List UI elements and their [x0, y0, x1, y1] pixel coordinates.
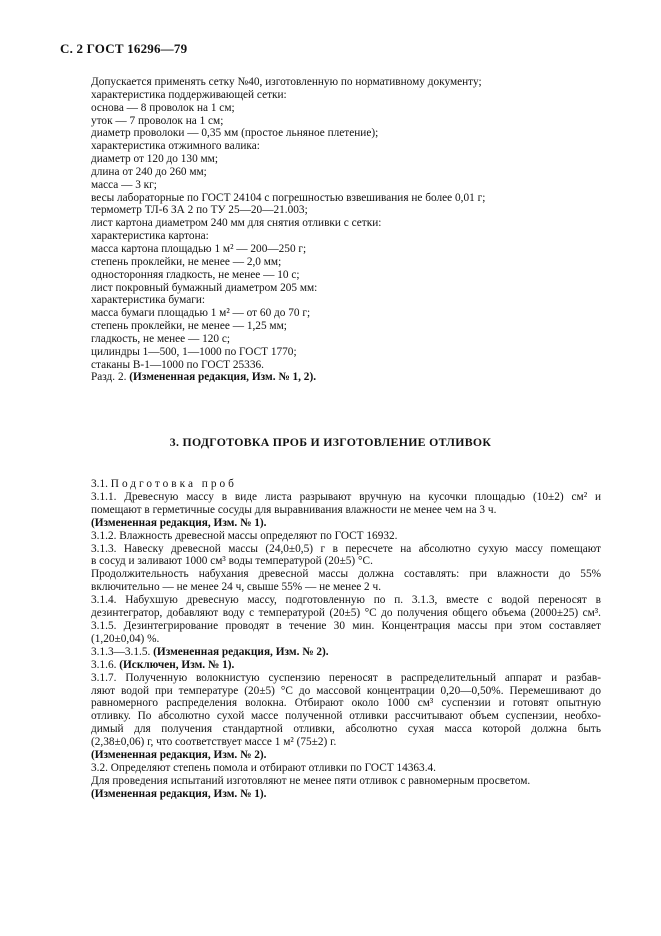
equipment-line: цилиндры 1—500, 1—1000 по ГОСТ 1770;: [91, 345, 297, 358]
clause-3-1-6-note: (Исключен, Изм. № 1).: [119, 658, 235, 671]
equipment-line: лист покровный бумажный диаметром 205 мм:: [91, 281, 318, 294]
clauses-3-1-3-to-3-1-5-amendment: [91, 646, 601, 659]
equipment-line: масса картона площадью 1 м² — 200—250 г;: [91, 242, 307, 255]
clause-3-1-7-line: (2,38±0,06) г, что соответствует массе 1 м² (75±2) г.: [91, 736, 337, 749]
clause-3-1-5-line-1: 3.1.5. Дезинтегрирование проводят в течение 30 мин. Концентрация массы при этом составляет: [91, 619, 601, 632]
duration-line-1: Продолжительность набухания древесной массы должна составлять: при влажности до 55%: [91, 568, 601, 581]
amendment-note-3: (Измененная редакция, Изм. № 2).: [91, 749, 267, 762]
equipment-line: гладкость, не менее — 120 с;: [91, 332, 231, 345]
equipment-list: [91, 76, 601, 384]
equipment-line: Допускается применять сетку №40, изготовленную по нормативному документу;: [91, 76, 482, 88]
equipment-line: уток — 7 проволок на 1 см;: [91, 114, 224, 127]
equipment-line: стаканы В-1—1000 по ГОСТ 25336.: [91, 358, 264, 371]
section2-amendment-note: (Измененная редакция, Изм. № 1, 2).: [129, 371, 317, 384]
page-header: С. 2 ГОСТ 16296—79: [60, 41, 188, 56]
clause-3-1-7-line: равномерного распределения волокна. Отбирают около 1000 см³ суспензии и готовят опытную: [91, 697, 601, 710]
section-3-body: [91, 478, 601, 801]
equipment-line: характеристика отжимного валика:: [91, 140, 260, 153]
duration-line-2: включительно — не менее 24 ч, свыше 55% — не менее 2 ч.: [91, 581, 382, 594]
clause-3-1-7-line: ляют водой при температуре (20±5) °С до массовой концентрации 0,20—0,50%. Перемешивают до: [91, 684, 601, 697]
clause-3-1-3-line-2: в сосуд и заливают 1000 см³ воды температурой (20±5) °С.: [91, 555, 373, 568]
equipment-line: термометр ТЛ-6 ЗА 2 по ТУ 25—20—21.003;: [91, 204, 308, 217]
clause-3-1-4-line-2: дезинтегратор, добавляют воду с температурой (20±5) °С до получения общего объема (2000±25) см³.: [91, 607, 601, 620]
section-3-title: 3. ПОДГОТОВКА ПРОБ И ИЗГОТОВЛЕНИЕ ОТЛИВОК: [169, 435, 492, 449]
equipment-line: длина от 240 до 260 мм;: [91, 165, 207, 178]
amendment-note-4: (Измененная редакция, Изм. № 1).: [91, 787, 267, 800]
amendment-prefix: 3.1.3—3.1.5.: [91, 645, 151, 658]
clause-3-1-1-line-1: 3.1.1. Древесную массу в виде листа разрывают вручную на кусочки площадью (10±2) см² и: [91, 490, 601, 503]
clause-3-1-2: 3.1.2. Влажность древесной массы определяют по ГОСТ 16932.: [91, 529, 398, 542]
clause-3-2: 3.2. Определяют степень помола и отбирают отливки по ГОСТ 14363.4.: [91, 761, 436, 774]
equipment-line: степень проклейки, не менее — 1,25 мм;: [91, 320, 287, 333]
clause-3-1-7-line: отливку. По абсолютно сухой массе полученной отливки рассчитывают объем суспензии, необхо-: [91, 710, 601, 723]
equipment-line: диаметр проволоки — 0,35 мм (простое льняное плетение);: [91, 127, 379, 140]
equipment-line: характеристика поддерживающей сетки:: [91, 88, 287, 101]
clause-3-1-4-line-1: 3.1.4. Набухшую древесную массу, подготовленную по п. 3.1.3, вместе с водой переносят в: [91, 594, 601, 607]
equipment-line: лист картона диаметром 240 мм для снятия отливки с сетки:: [91, 217, 382, 230]
tests-note: Для проведения испытаний изготовляют не менее пяти отливок с равномерным просветом.: [91, 774, 531, 787]
section2-amendment-prefix: Разд. 2.: [91, 371, 127, 384]
clause-3-1-7-line: димый для получения стандартной отливки, абсолютно сухая масса которой должна быть: [91, 723, 601, 736]
clause-3-1-title: Подготовка проб: [110, 478, 237, 490]
equipment-line: весы лабораторные по ГОСТ 24104 с погрешностью взвешивания не более 0,01 г;: [91, 191, 486, 204]
equipment-line: характеристика бумаги:: [91, 294, 206, 307]
equipment-line: масса — 3 кг;: [91, 178, 157, 191]
amendment-note-1: (Измененная редакция, Изм. № 1).: [91, 516, 267, 529]
clause-3-1-6: [91, 659, 601, 672]
equipment-line: односторонняя гладкость, не менее — 10 с;: [91, 268, 300, 281]
clause-3-1-6-number: 3.1.6.: [91, 658, 117, 671]
clause-3-1: [91, 478, 601, 491]
equipment-line: основа — 8 проволок на 1 см;: [91, 101, 235, 114]
clause-3-1-1-line-2: помещают в герметичные сосуды для выравнивания влажности не менее чем на 3 ч.: [91, 503, 497, 516]
clause-3-1-number: 3.1.: [91, 478, 108, 490]
clause-3-1-5-line-2: (1,20±0,04) %.: [91, 632, 160, 645]
clause-3-1-7-line: 3.1.7. Полученную волокнистую суспензию переносят в распределительный аппарат и разбав-: [91, 671, 601, 684]
equipment-line: масса бумаги площадью 1 м² — от 60 до 70 г;: [91, 307, 311, 320]
section2-amendment: [91, 371, 601, 384]
equipment-line: характеристика картона:: [91, 230, 209, 243]
clause-3-1-3-line-1: 3.1.3. Навеску древесной массы (24,0±0,5) г в пересчете на абсолютно сухую массу помещают: [91, 542, 601, 555]
amendment-note-2: (Измененная редакция, Изм. № 2).: [153, 645, 329, 658]
equipment-line: степень проклейки, не менее — 2,0 мм;: [91, 255, 282, 268]
equipment-line: диаметр от 120 до 130 мм;: [91, 153, 218, 166]
